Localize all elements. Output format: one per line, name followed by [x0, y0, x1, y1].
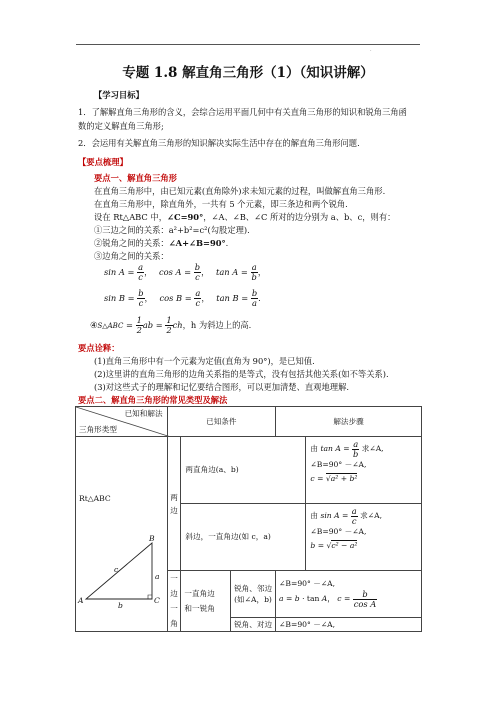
header-rule [76, 44, 420, 45]
page-title: 专题 1.8 解直角三角形（1）（知识讲解） [122, 65, 374, 81]
point1-p2: 在直角三角形中，除直角外，一共有 5 个元素，即三条边和两个锐角. [94, 199, 348, 209]
row3-sub-label: 锐角、邻边 [234, 583, 273, 593]
pythagoras-formula: a²+b²=c² [168, 225, 208, 235]
solution-table [75, 406, 422, 632]
header-mark: . [370, 47, 372, 53]
triangle-side-b: b [118, 601, 123, 610]
row2-step2: ∠B=90° －∠A, [310, 527, 367, 536]
p3-lead: 设在 Rt△ABC 中， [94, 212, 168, 222]
note-1: (1)直角三角形中有一个元素为定值(直角为 90°)，是已知值. [94, 356, 315, 366]
header-steps: 解法步骤 [276, 407, 422, 437]
triangle-vertex-c: C [154, 596, 160, 605]
triangle-side-c: c [114, 565, 119, 574]
triangle-shape [86, 543, 152, 599]
row3-known-a: 一直角边 [184, 589, 215, 598]
row3-sub [231, 571, 276, 618]
triangle-side-a: a [155, 572, 160, 581]
trig-formulas-row2: sin B = $\frac{b}{c}$ ， cos B = $\frac{a}{c}$ ， tan B = $\frac{b}{a}$ . [104, 288, 261, 308]
angle-c-90: ∠C=90° [167, 212, 204, 222]
triangle-figure [76, 507, 171, 607]
row2-steps: 由 sin A = $\frac{a}{c}$ 求∠A, ∠B=90° －∠A, b = √c² − a² [310, 505, 382, 550]
row1 [181, 437, 422, 504]
area-index: ④ [90, 320, 98, 330]
row2 [181, 504, 422, 571]
objective-1a: 1．了解解直角三角形的含义，会综合运用平面几何中有关直角三角形的知识和锐角三角函 [78, 107, 407, 117]
relation-1-label: ①三边之间的关系： [94, 225, 169, 235]
objectives-heading: 【学习目标】 [94, 90, 144, 100]
point2-title: 要点二、解直角三角形的常见类型及解法 [78, 395, 228, 405]
objective-1b: 数的定义解直角三角形; [78, 121, 164, 131]
relation-1-note: (勾股定理). [207, 225, 250, 235]
relation-1 [94, 225, 250, 235]
note-3: (3)对这些式子的理解和记忆要结合图形，可以更加清楚、直观地理解. [94, 382, 350, 392]
rt-label: Rt△ABC [79, 494, 111, 503]
overview-heading: 【要点梳理】 [78, 157, 128, 167]
row1-step2: ∠B=90° －∠A, [310, 460, 367, 469]
table-corner [76, 407, 168, 437]
notes-heading: 要点诠释： [78, 343, 120, 353]
point1-p3 [94, 212, 395, 222]
right-angle-mark [148, 595, 152, 599]
row3-known [181, 571, 231, 632]
trig-formulas-row1: sin A = $\frac{a}{c}$ ， cos A = $\frac{b}{c}$ ， tan A = $\frac{a}{b}$ ， [104, 262, 267, 282]
area-formula: ④S△ABC = $\frac{1}{2}$ ab = $\frac{1}{2}$ ch，h 为斜边上的高. [90, 315, 252, 335]
area-note: ，h 为斜边上的高. [182, 320, 252, 330]
header-known: 已知条件 [167, 407, 276, 437]
corner-top-label: 已知和解法 [124, 409, 163, 418]
row3-step1: ∠B=90° －∠A, [279, 579, 336, 589]
relation-2 [94, 238, 228, 248]
point1-title: 要点一、解直角三角形 [94, 173, 177, 183]
table-row [76, 437, 422, 504]
p3-tail: ，∠A、∠B、∠C 所对的边分别为 a、b、c，则有： [203, 212, 396, 222]
angle-sum-formula: ∠A+∠B=90° [168, 238, 226, 248]
triangle-vertex-a: A [78, 596, 84, 605]
group-one-side-one-angle-label: 一边一角 [170, 574, 178, 628]
triangle-cell [76, 437, 168, 632]
row4-sub: 锐角、对边 [231, 617, 276, 631]
row3-steps: ∠B=90° －∠A, a = b · tan A， c = $\frac{b}{\text{cos A}}$ [276, 571, 422, 618]
objective-2: 2．会运用有关解直角三角形的知识解决实际生活中存在的解直角三角形问题. [78, 138, 360, 148]
relation-2-label: ②锐角之间的关系： [94, 238, 169, 248]
point1-p1: 在直角三角形中，由已知元素(直角除外)求未知元素的过程，叫做解直角三角形. [94, 186, 386, 196]
group-two-sides-label: 两边 [170, 492, 178, 515]
relation-3: ③边角之间的关系： [94, 251, 169, 261]
triangle-vertex-b: B [149, 534, 155, 543]
row1-steps: 由 tan A = $\frac{a}{b}$ 求∠A, ∠B=90° －∠A, c = √a² + b² [310, 438, 384, 483]
row1-known: 两直角边(a、b) [181, 437, 306, 503]
row3-known-b: 和一锐角 [184, 604, 215, 613]
row4-step1: ∠B=90° －∠A, [276, 617, 422, 631]
row2-known: 斜边，一直角边(如 c，a) [181, 504, 306, 570]
note-2: (2)这里讲的直角三角形的边角关系指的是等式，没有包括其他关系(如不等关系). [94, 369, 389, 379]
area-symbol: S△ABC [97, 322, 124, 330]
row3-sub-label2: (如∠A，b) [234, 594, 272, 604]
relation-2-end: . [225, 238, 229, 248]
corner-bottom-label: 三角形类型 [79, 425, 117, 434]
